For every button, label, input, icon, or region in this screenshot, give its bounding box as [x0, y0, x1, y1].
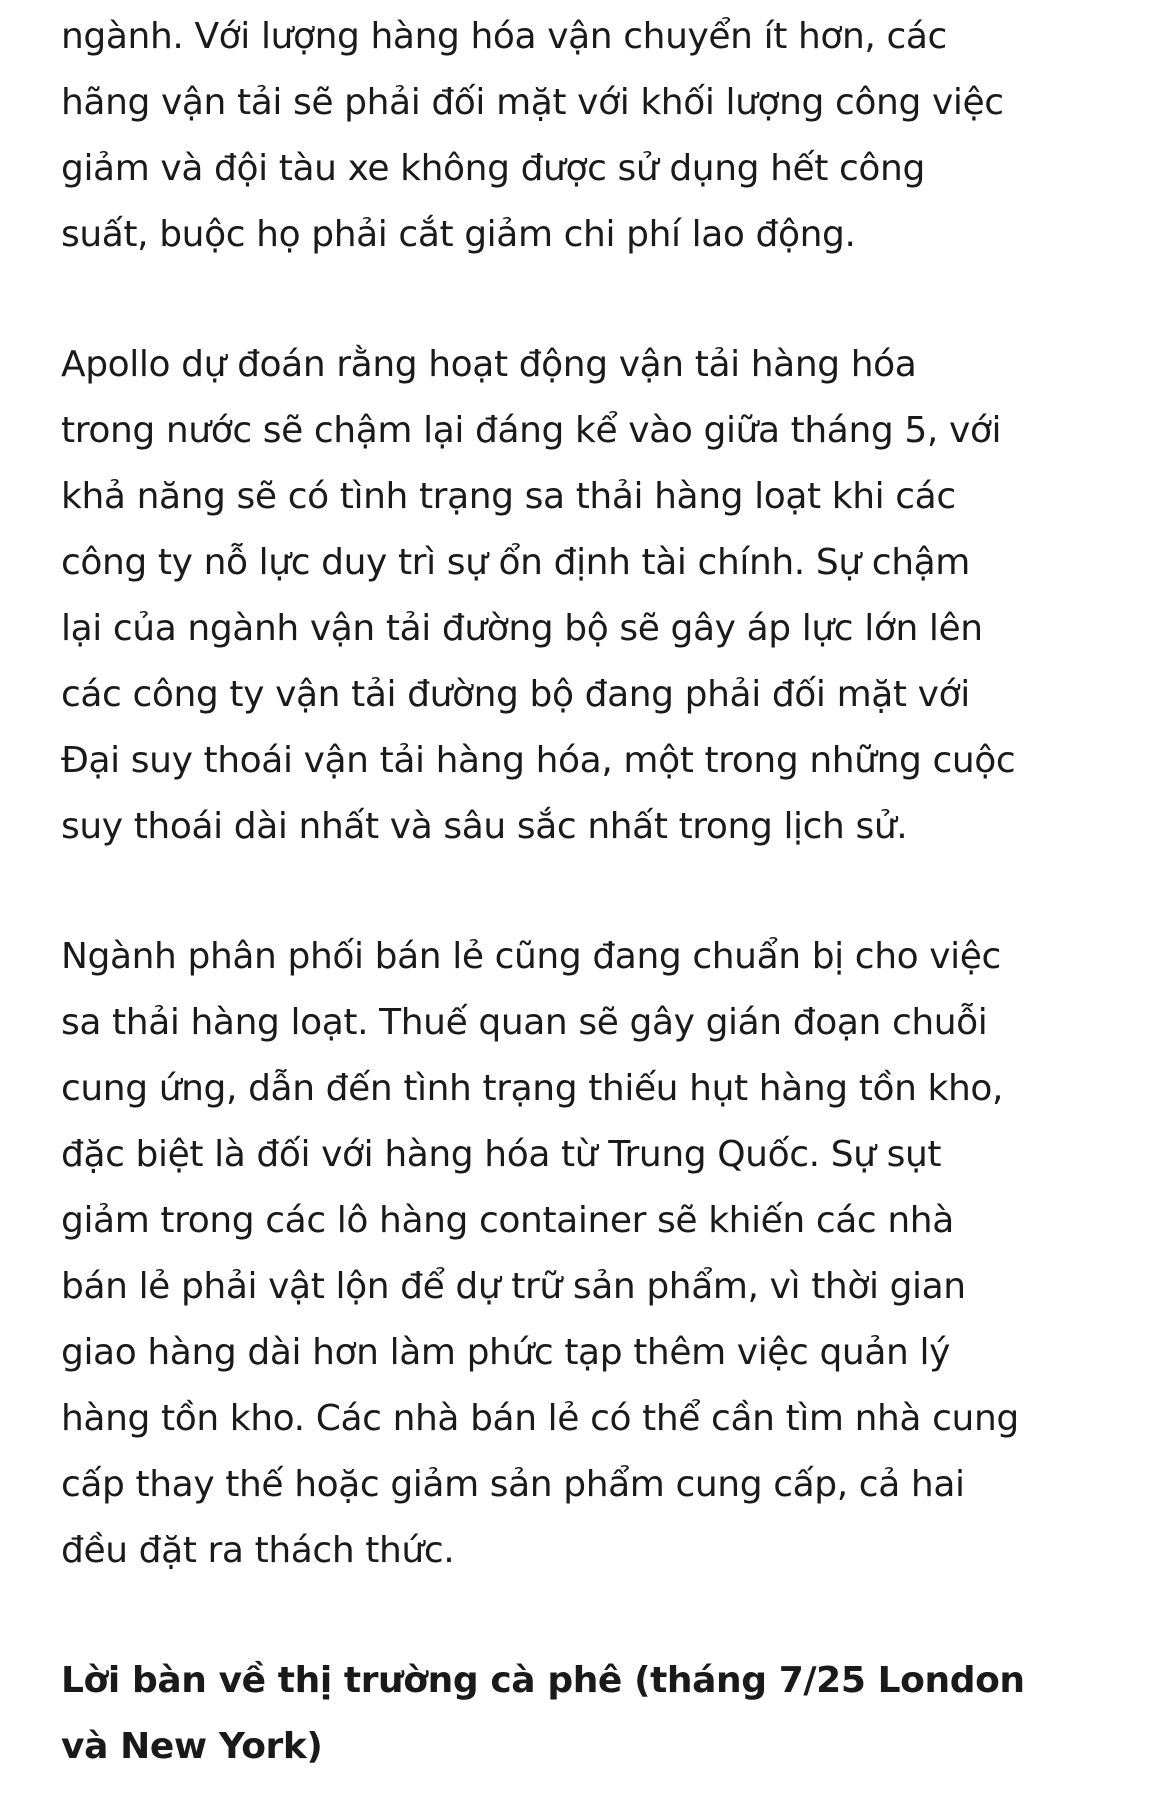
text-line: ngành. Với lượng hàng hóa vận chuyển ít hơn, các	[61, 16, 947, 57]
text-line: hãng vận tải sẽ phải đối mặt với khối lượng công việc	[61, 82, 1004, 123]
text-line: suy thoái dài nhất và sâu sắc nhất trong lịch sử.	[61, 806, 908, 847]
text-line: trong nước sẽ chậm lại đáng kể vào giữa tháng 5, với	[61, 410, 1002, 451]
text-line: bán lẻ phải vật lộn để dự trữ sản phẩm, vì thời gian	[61, 1266, 966, 1307]
text-line: các công ty vận tải đường bộ đang phải đối mặt với	[61, 674, 970, 715]
text-line: cung ứng, dẫn đến tình trạng thiếu hụt hàng tồn kho,	[61, 1068, 1004, 1109]
text-line: hàng tồn kho. Các nhà bán lẻ có thể cần tìm nhà cung	[61, 1398, 1019, 1439]
text-line: Apollo dự đoán rằng hoạt động vận tải hàng hóa	[61, 344, 917, 385]
section-heading-coffee-market	[61, 1648, 1121, 1780]
text-line: Ngành phân phối bán lẻ cũng đang chuẩn bị cho việc	[61, 936, 1001, 977]
text-line: lại của ngành vận tải đường bộ sẽ gây áp lực lớn lên	[61, 608, 983, 649]
text-line: suất, buộc họ phải cắt giảm chi phí lao động.	[61, 214, 856, 255]
heading-line: và New York)	[61, 1726, 323, 1767]
text-line: giảm và đội tàu xe không được sử dụng hết công	[61, 148, 925, 189]
text-line: giao hàng dài hơn làm phức tạp thêm việc quản lý	[61, 1332, 950, 1373]
text-line: giảm trong các lô hàng container sẽ khiến các nhà	[61, 1200, 954, 1241]
paragraph-freight-volume	[61, 4, 1121, 268]
heading-line: Lời bàn về thị trường cà phê (tháng 7/25 London	[61, 1660, 1025, 1701]
article-body	[61, 4, 1121, 1780]
paragraph-retail-distribution	[61, 924, 1121, 1584]
text-line: đặc biệt là đối với hàng hóa từ Trung Quốc. Sự sụt	[61, 1134, 942, 1175]
text-line: Đại suy thoái vận tải hàng hóa, một trong những cuộc	[61, 740, 1016, 781]
text-line: sa thải hàng loạt. Thuế quan sẽ gây gián đoạn chuỗi	[61, 1002, 988, 1043]
text-line: cấp thay thế hoặc giảm sản phẩm cung cấp, cả hai	[61, 1464, 965, 1505]
text-line: khả năng sẽ có tình trạng sa thải hàng loạt khi các	[61, 476, 956, 517]
text-line: đều đặt ra thách thức.	[61, 1530, 455, 1571]
text-line: công ty nỗ lực duy trì sự ổn định tài chính. Sự chậm	[61, 542, 970, 583]
paragraph-apollo-forecast	[61, 332, 1121, 860]
